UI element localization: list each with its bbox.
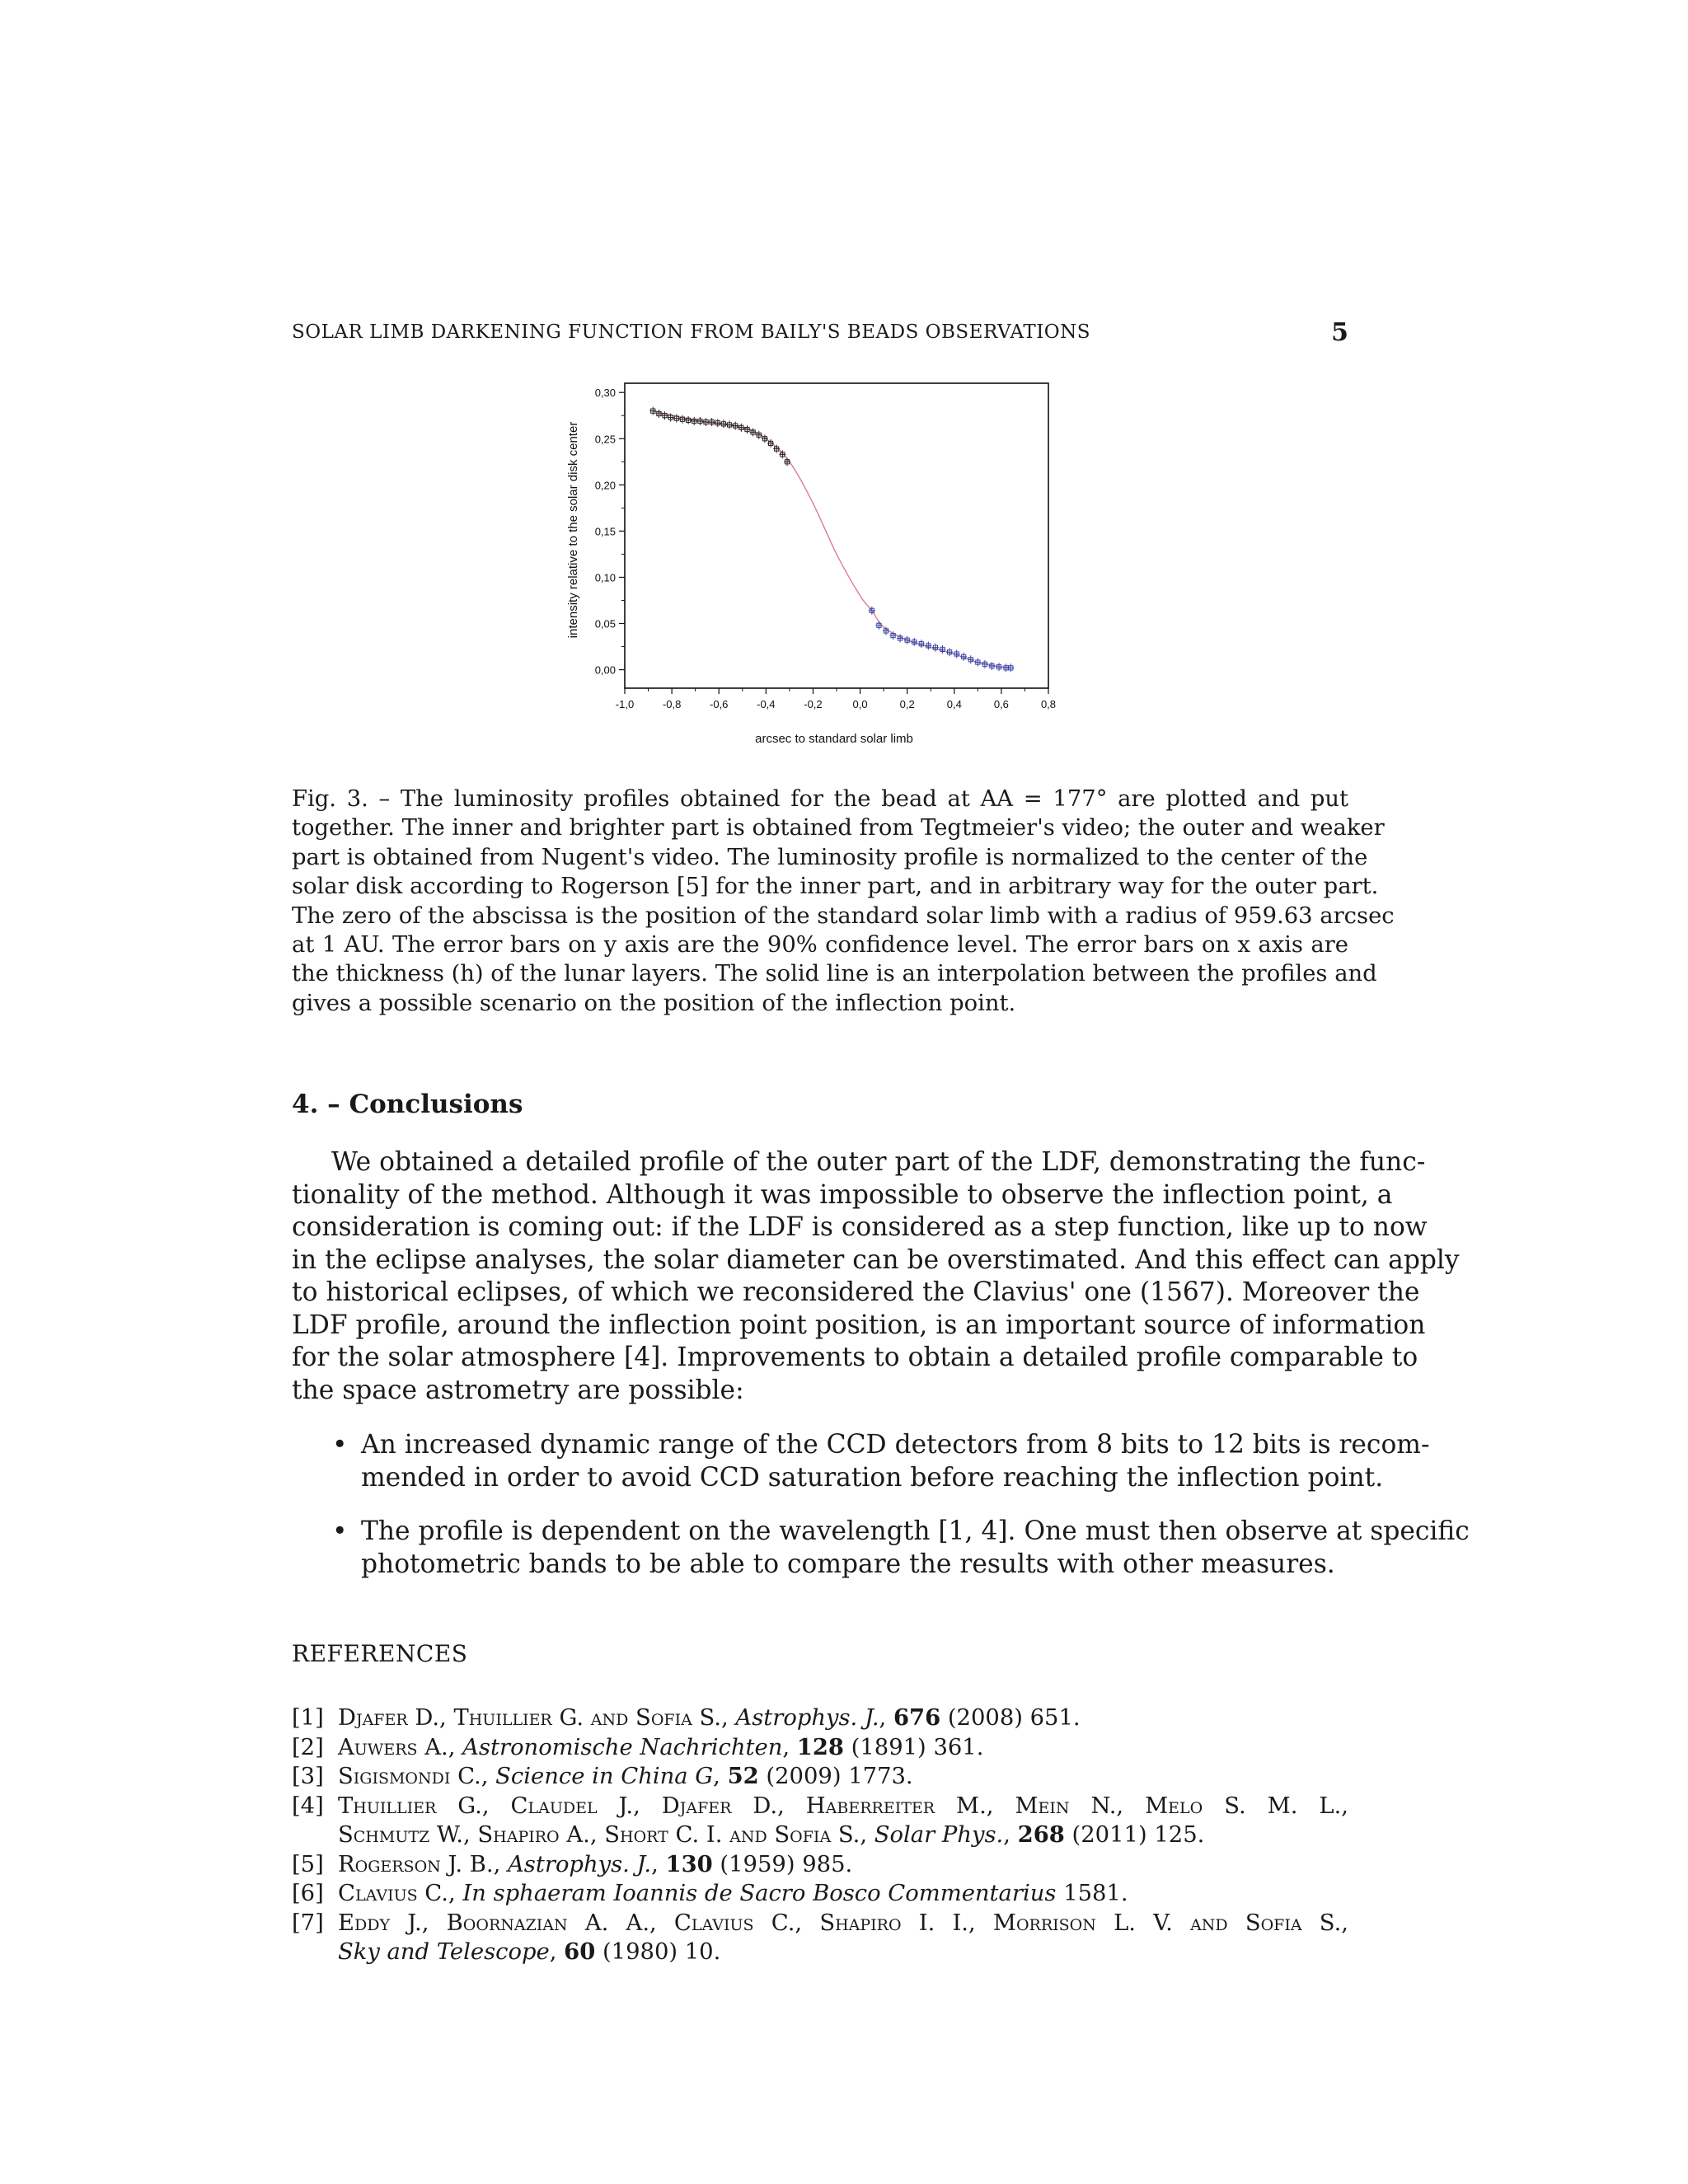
data-point: [954, 650, 960, 658]
bullet-line: mended in order to avoid CCD saturation before reaching the inflection point.: [361, 1462, 1384, 1493]
data-point: [743, 425, 750, 434]
y-tick-label: 0,10: [594, 571, 616, 584]
interpolation-line: [653, 411, 1010, 668]
caption-line: The zero of the abscissa is the position of the standard solar limb with a radius of 959.63 arcsec: [292, 902, 1395, 929]
reference-number: [3]: [292, 1764, 324, 1789]
reference-item: [292, 1792, 1348, 1850]
data-point: [918, 640, 925, 648]
data-point: [974, 658, 981, 667]
reference-journal: Astronomische Nachrichten: [462, 1734, 783, 1760]
luminosity-profile-chart: [560, 375, 1071, 754]
reference-authors: Sigismondi C.,: [338, 1764, 496, 1789]
caption-line: solar disk according to Rogerson [5] for the inner part, and in arbitrary way for the outer part.: [292, 874, 1379, 900]
reference-volume: 676: [893, 1704, 941, 1731]
reference-volume: 128: [796, 1733, 844, 1760]
data-point: [679, 415, 686, 424]
reference-details: (1959) 985.: [712, 1851, 853, 1877]
bullet-item: [292, 1429, 1430, 1494]
reference-separator: ,: [549, 1939, 565, 1965]
reference-authors: Djafer D., Thuillier G. and Sofia S.,: [338, 1705, 736, 1731]
bullet-list: [292, 1429, 1470, 1602]
x-tick-label: -0,6: [710, 698, 729, 710]
x-tick-label: -0,2: [804, 698, 823, 710]
paragraph-line: tionality of the method. Although it was impossible to observe the inflection point, a: [292, 1179, 1393, 1210]
references-heading: REFERENCES: [292, 1640, 468, 1667]
reference-authors: Clavius C.,: [338, 1881, 463, 1906]
data-point: [649, 407, 656, 415]
reference-item: [292, 1850, 1348, 1880]
page-number: 5: [1331, 318, 1348, 347]
reference-journal: Solar Phys.: [874, 1822, 1004, 1848]
reference-separator: ,: [1003, 1822, 1018, 1848]
reference-details: (2011) 125.: [1064, 1822, 1205, 1848]
caption-line: Fig. 3. – The luminosity profiles obtained for the bead at AA = 177° are plotted and put: [292, 786, 1348, 812]
conclusions-paragraph: [292, 1146, 1460, 1407]
y-tick-label: 0,20: [594, 479, 616, 492]
paragraph-line: for the solar atmosphere [4]. Improvements to obtain a detailed profile comparable to: [292, 1343, 1418, 1372]
data-point: [691, 417, 697, 425]
data-point: [988, 662, 995, 670]
reference-details: (1891) 361.: [843, 1734, 984, 1760]
reference-item: [292, 1733, 1348, 1763]
data-point: [685, 416, 692, 424]
reference-journal: In sphaeram Ioannis de Sacro Bosco Commentarius: [462, 1881, 1057, 1906]
paragraph-line: to historical eclipses, of which we reconsidered the Clavius' one (1567). Moreover the: [292, 1277, 1420, 1307]
data-point: [709, 418, 715, 426]
x-tick-label: 0,2: [899, 698, 915, 710]
y-tick-label: 0,05: [594, 617, 616, 630]
paragraph-line: consideration is coming out: if the LDF is considered as a step function, like up to now: [292, 1212, 1428, 1242]
reference-authors: Schmutz W., Shapiro A., Short C. I. and Sofia S.,: [338, 1822, 874, 1848]
reference-item: [292, 1879, 1348, 1909]
data-point: [968, 655, 974, 663]
y-tick-label: 0,30: [594, 387, 616, 400]
paragraph-line: in the eclipse analyses, the solar diameter can be overstimated. And this effect can apply: [292, 1244, 1460, 1275]
data-point: [932, 644, 939, 652]
bullet-line: An increased dynamic range of the CCD detectors from 8 bits to 12 bits is recom-: [361, 1430, 1430, 1460]
reference-details: (2008) 651.: [940, 1705, 1081, 1731]
data-point: [883, 626, 889, 635]
reference-number: [7]: [292, 1910, 324, 1936]
data-point: [720, 419, 727, 428]
reference-number: [4]: [292, 1793, 324, 1819]
bullet-line: photometric bands to be able to compare the results with other measures.: [361, 1549, 1335, 1579]
data-point: [904, 636, 911, 644]
reference-item: [292, 1762, 1348, 1792]
caption-line: part is obtained from Nugent's video. The luminosity profile is normalized to the center of the: [292, 844, 1368, 870]
running-head: [292, 318, 1348, 354]
section-heading: 4. – Conclusions: [292, 1090, 523, 1119]
y-axis-label: intensity relative to the solar disk center: [566, 421, 580, 639]
reference-journal: Astrophys. J.: [735, 1705, 879, 1731]
reference-details: (1980) 10.: [595, 1939, 721, 1965]
reference-separator: ,: [651, 1851, 666, 1877]
caption-line: gives a possible scenario on the position of the inflection point.: [292, 990, 1016, 1016]
bullet-icon: •: [332, 1430, 348, 1460]
reference-volume: 52: [727, 1763, 759, 1789]
data-point: [732, 422, 738, 430]
reference-volume: 60: [564, 1938, 596, 1965]
paragraph-line: LDF profile, around the inflection point position, is an important source of information: [292, 1310, 1426, 1340]
y-tick-label: 0,00: [594, 663, 616, 677]
data-point: [1007, 663, 1014, 672]
reference-authors: Eddy J., Boornazian A. A., Clavius C., Shapiro I. I., Morrison L. V. and Sofia S.,: [338, 1910, 1348, 1936]
caption-line: the thickness (h) of the lunar layers. The solid line is an interpolation between the profiles and: [292, 961, 1377, 987]
bullet-item: [292, 1516, 1470, 1581]
data-point: [703, 418, 710, 426]
reference-number: [2]: [292, 1734, 324, 1760]
x-tick-label: 0,6: [993, 698, 1009, 710]
data-point: [960, 653, 967, 661]
bullet-icon: •: [332, 1516, 348, 1546]
data-point: [655, 410, 662, 418]
reference-authors: Rogerson J. B.,: [338, 1851, 508, 1877]
reference-volume: 130: [665, 1850, 713, 1877]
data-point: [715, 419, 721, 427]
data-point: [925, 641, 931, 649]
data-point: [940, 645, 946, 654]
x-tick-label: -1,0: [615, 698, 635, 710]
data-point: [946, 648, 953, 656]
data-point: [726, 420, 733, 429]
caption-line: at 1 AU. The error bars on y axis are the 90% confidence level. The error bars on x axis are: [292, 932, 1348, 958]
reference-item: [292, 1704, 1348, 1733]
y-tick-label: 0,15: [594, 525, 616, 538]
reference-journal: Sky and Telescope: [338, 1939, 550, 1965]
reference-separator: ,: [782, 1734, 797, 1760]
plot-frame: [625, 383, 1048, 688]
x-axis-label: arcsec to standard solar limb: [755, 732, 913, 746]
x-tick-label: -0,4: [757, 698, 776, 710]
data-point: [750, 428, 757, 436]
reference-item: [292, 1909, 1348, 1967]
paragraph-line: We obtained a detailed profile of the outer part of the LDF, demonstrating the func-: [331, 1147, 1426, 1177]
reference-journal: Astrophys. J.: [508, 1851, 652, 1877]
x-tick-label: -0,8: [662, 698, 682, 710]
reference-volume: 268: [1017, 1821, 1065, 1848]
data-point: [996, 663, 1002, 671]
y-tick-label: 0,25: [594, 433, 616, 446]
bullet-line: The profile is dependent on the wavelength [1, 4]. One must then observe at specific: [361, 1516, 1470, 1546]
caption-line: together. The inner and brighter part is obtained from Tegtmeier's video; the outer and weaker: [292, 815, 1385, 841]
reference-separator: ,: [879, 1705, 893, 1731]
reference-details: (2009) 1773.: [758, 1764, 913, 1789]
reference-journal: Science in China G: [495, 1764, 714, 1789]
data-point: [982, 660, 988, 668]
references-list: [292, 1704, 1348, 1967]
reference-authors: Thuillier G., Claudel J., Djafer D., Haberreiter M., Mein N., Melo S. M. L.,: [338, 1793, 1348, 1819]
figure-caption: [292, 785, 1395, 1018]
figure-3: [560, 375, 1071, 754]
data-point: [911, 638, 917, 646]
data-point: [738, 424, 744, 432]
data-point: [875, 621, 882, 630]
reference-number: [5]: [292, 1851, 324, 1877]
reference-authors: Auwers A.,: [338, 1734, 463, 1760]
x-tick-label: 0,8: [1040, 698, 1057, 710]
x-tick-label: 0,0: [852, 698, 868, 710]
reference-separator: ,: [713, 1764, 728, 1789]
reference-number: [1]: [292, 1705, 324, 1731]
reference-details: 1581.: [1056, 1881, 1128, 1906]
running-head-title: SOLAR LIMB DARKENING FUNCTION FROM BAILY'S BEADS OBSERVATIONS: [292, 321, 1091, 343]
data-point: [696, 417, 703, 425]
reference-number: [6]: [292, 1881, 324, 1906]
data-point: [784, 457, 790, 466]
paragraph-line: the space astrometry are possible:: [292, 1375, 744, 1405]
x-tick-label: 0,4: [946, 698, 962, 710]
